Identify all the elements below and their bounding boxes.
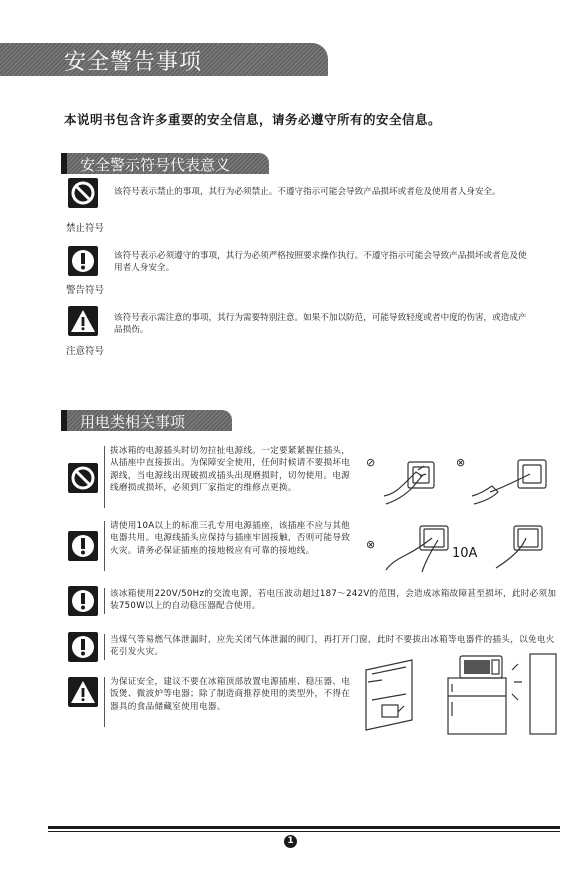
- electric-item-text: 请使用10A以上的标准三孔专用电源插座，该插座不应与其他电器共用。电源线插头应保持与插座牢固接触，否则可能导致火灾。请务必保证插座的接地极应有可靠的接地线。: [110, 521, 351, 556]
- ok-mark-icon: ⊘: [366, 456, 376, 469]
- bracket-line: [104, 634, 105, 660]
- bracket-line: [104, 446, 105, 508]
- page-number: 1: [284, 835, 297, 848]
- symbol-label: 注意符号: [66, 346, 105, 357]
- title-banner: [0, 43, 328, 76]
- symbol-description: 该符号表示禁止的事项，其行为必须禁止。不遵守指示可能会导致产品损坏或者危及使用者人身安全。: [114, 187, 501, 197]
- bracket-line: [104, 677, 105, 727]
- electric-section-heading-text: 用电类相关事项: [80, 413, 186, 431]
- ng-mark-icon: ⊗: [456, 456, 466, 469]
- electric-item-text: 当煤气等易燃气体泄漏时，应先关闭气体泄漏的阀门，再打开门窗，此时不要拔出冰箱等电器件的插头，以免电火花引发火灾。: [110, 635, 555, 658]
- symbol-description: 该符号表示必须遵守的事项，其行为必须严格按照要求操作执行。不遵守指示可能会导致产品损坏或者危及使用者人身安全。: [114, 251, 527, 273]
- socket-illustration: [366, 520, 566, 580]
- mandatory-icon: [68, 246, 98, 276]
- bracket-line: [104, 521, 105, 571]
- symbols-section-heading: [67, 153, 269, 174]
- mandatory-icon: [68, 632, 98, 662]
- symbol-label: 禁止符号: [66, 223, 105, 234]
- intro-text: 本说明书包含许多重要的安全信息，请务必遵守所有的安全信息。: [64, 112, 442, 127]
- footer-rule: [48, 826, 560, 829]
- mandatory-icon: [68, 586, 98, 616]
- prohibition-icon: [68, 463, 98, 493]
- bracket-line: [104, 588, 105, 614]
- electric-item-text: 该冰箱使用220V/50Hz的交流电源，若电压波动超过187～242V的范围，会造成冰箱故障甚至损坏，此时必须加装750W以上的自动稳压器配合使用。: [110, 589, 557, 612]
- fridge-appliance-illustration: [362, 650, 562, 735]
- symbols-section-heading-text: 安全警示符号代表意义: [80, 156, 231, 174]
- ng-mark-icon: ⊗: [366, 538, 376, 551]
- plug-pull-illustration: [366, 448, 566, 508]
- symbol-description: 该符号表示需注意的事项，其行为需要特别注意。如果不加以防范，可能导致轻度或者中度的伤害，或造成产品损伤。: [114, 313, 527, 335]
- symbol-label: 警告符号: [66, 285, 105, 296]
- caution-icon: [68, 306, 98, 336]
- electric-section-heading: [67, 410, 232, 431]
- electric-item-text: 为保证安全，建议不要在冰箱顶部放置电源插座、稳压器、电饭煲、微波炉等电器；除了制造商推荐使用的类型外，不得在器具的食品储藏室使用电器。: [110, 677, 351, 712]
- page-title: 安全警告事项: [64, 50, 203, 75]
- ampere-label: 10A: [452, 546, 478, 561]
- prohibition-icon: [68, 178, 98, 208]
- footer-rule-thin: [48, 831, 560, 832]
- caution-icon: [68, 677, 98, 707]
- electric-item-text: 拔冰箱的电源插头时切勿拉扯电源线。一定要紧紧握住插头，从插座中直接拔出。为保障安全使用，任何时候请不要损坏电源线，当电源线出现破损或插头出现磨损时，切勿使用。电源线磨损或损坏，必须到厂家指定的维修点更换。: [110, 446, 351, 494]
- mandatory-icon: [68, 531, 98, 561]
